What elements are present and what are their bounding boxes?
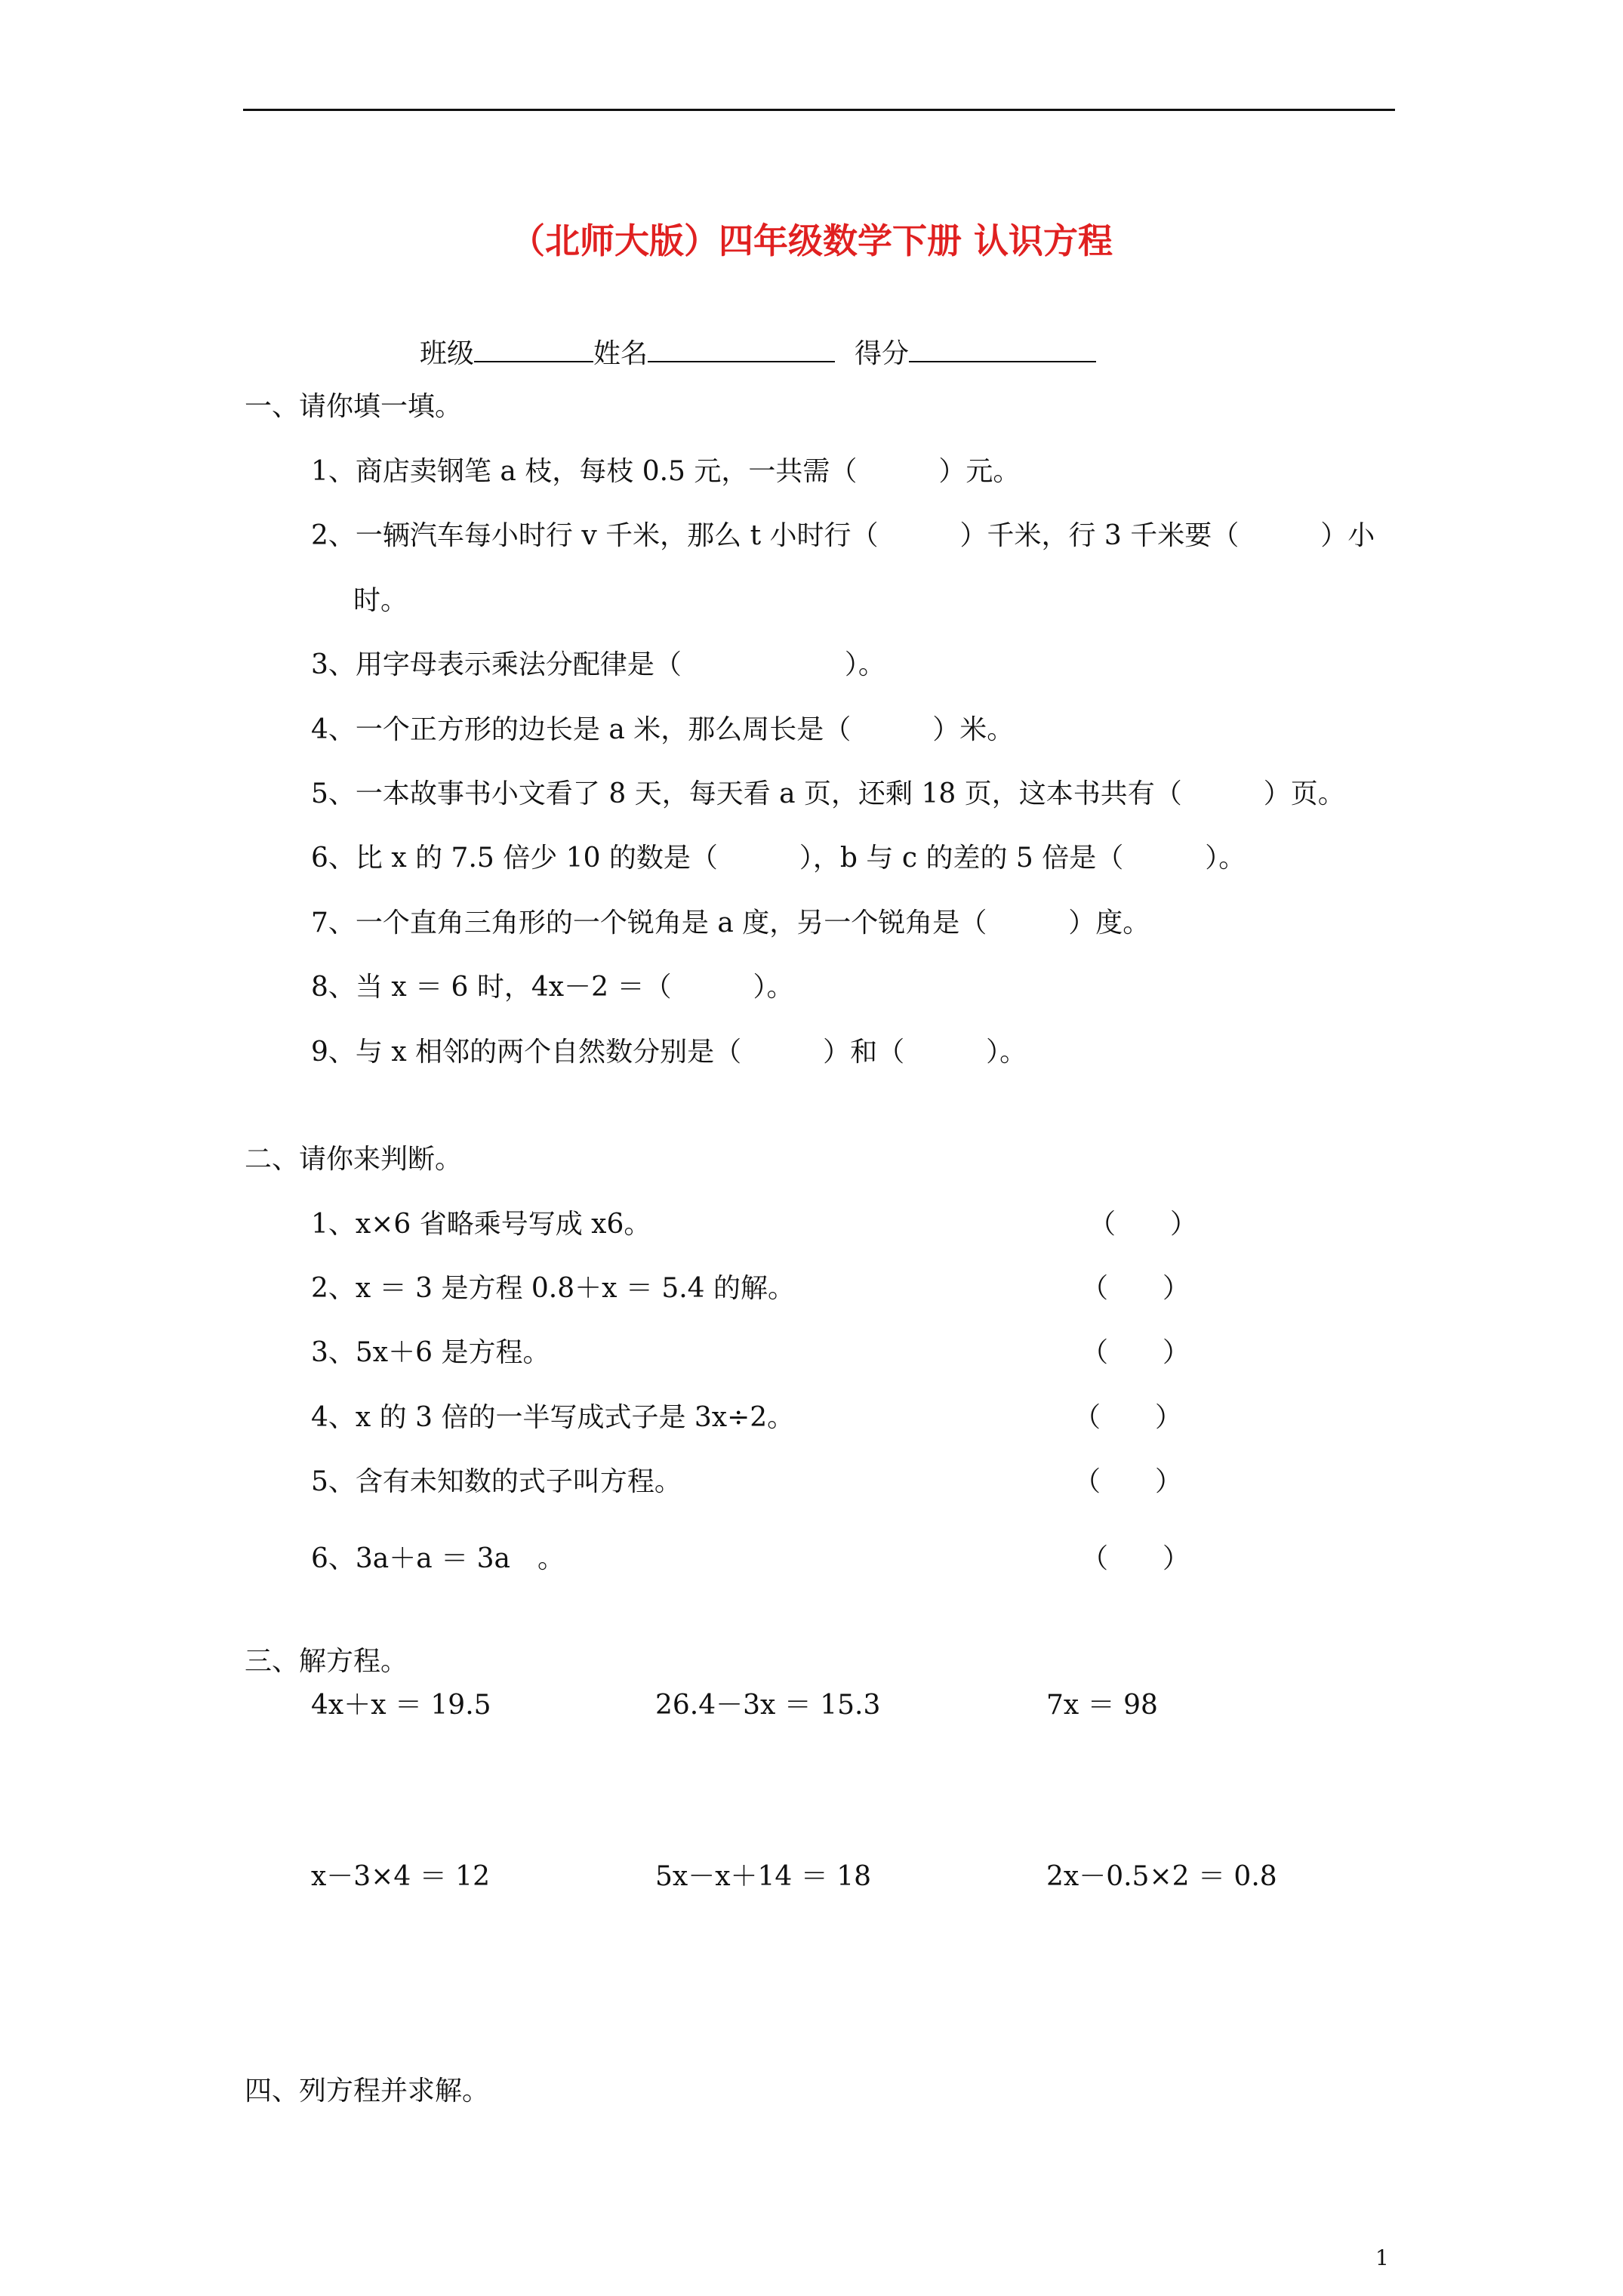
judge-mark[interactable]: （ ） <box>1073 1402 1183 1433</box>
fill-item: 6、比 x 的 7.5 倍少 10 的数是（ ），b 与 c 的差的 5 倍是（ ）。 <box>311 843 1246 874</box>
judge-mark[interactable]: （ ） <box>1089 1209 1198 1240</box>
section-heading-judge: 二、请你来判断。 <box>245 1144 463 1175</box>
judge-mark[interactable]: （ ） <box>1081 1543 1190 1574</box>
judge-mark[interactable]: （ ） <box>1073 1466 1183 1497</box>
judge-item: 6、3a＋a ＝ 3a 。 <box>311 1543 565 1574</box>
judge-mark[interactable]: （ ） <box>1081 1337 1190 1368</box>
fill-item: 8、当 x ＝ 6 时，4x－2 ＝（ ）。 <box>311 972 794 1003</box>
fill-item: 3、用字母表示乘法分配律是（ ）。 <box>311 649 885 680</box>
fill-item: 5、一本故事书小文看了 8 天，每天看 a 页，还剩 18 页，这本书共有（ ）页。 <box>311 778 1345 809</box>
section-heading-word-problems: 四、列方程并求解。 <box>245 2076 490 2106</box>
header-rule <box>243 109 1395 111</box>
class-label: 班级 <box>420 338 475 369</box>
score-label: 得分 <box>855 338 910 369</box>
name-blank[interactable] <box>648 338 835 362</box>
fill-item: 7、一个直角三角形的一个锐角是 a 度，另一个锐角是（ ）度。 <box>311 908 1150 938</box>
equation: 4x＋x ＝ 19.5 <box>311 1690 491 1721</box>
judge-item: 2、x ＝ 3 是方程 0.8＋x ＝ 5.4 的解。 <box>311 1273 796 1304</box>
fill-item: 4、一个正方形的边长是 a 米，那么周长是（ ）米。 <box>311 714 1015 745</box>
section-heading-solve: 三、解方程。 <box>245 1646 408 1677</box>
equation: 5x－x＋14 ＝ 18 <box>655 1861 872 1892</box>
fill-item: 9、与 x 相邻的两个自然数分别是（ ）和（ ）。 <box>311 1037 1027 1068</box>
judge-mark[interactable]: （ ） <box>1081 1273 1190 1304</box>
judge-item: 1、x×6 省略乘号写成 x6。 <box>311 1209 651 1240</box>
page-title: （北师大版）四年级数学下册 认识方程 <box>510 220 1113 261</box>
judge-item: 3、5x＋6 是方程。 <box>311 1337 550 1368</box>
equation: 7x ＝ 98 <box>1046 1690 1158 1721</box>
equation: x－3×4 ＝ 12 <box>311 1861 490 1892</box>
equation: 2x－0.5×2 ＝ 0.8 <box>1046 1861 1277 1892</box>
score-blank[interactable] <box>909 338 1096 362</box>
name-label: 姓名 <box>593 338 648 369</box>
info-line <box>420 332 1096 371</box>
fill-item: 1、商店卖钢笔 a 枝，每枝 0.5 元，一共需（ ）元。 <box>311 456 1021 487</box>
judge-item: 5、含有未知数的式子叫方程。 <box>311 1466 682 1497</box>
fill-item: 2、一辆汽车每小时行 v 千米，那么 t 小时行（ ）千米，行 3 千米要（ ）小 <box>311 520 1375 551</box>
judge-item: 4、x 的 3 倍的一半写成式子是 3x÷2。 <box>311 1402 795 1433</box>
equation: 26.4－3x ＝ 15.3 <box>655 1690 881 1721</box>
class-blank[interactable] <box>474 338 593 362</box>
page-number: 1 <box>1375 2245 1389 2270</box>
fill-item-continued: 时。 <box>353 585 408 616</box>
section-heading-fill: 一、请你填一填。 <box>245 391 463 422</box>
